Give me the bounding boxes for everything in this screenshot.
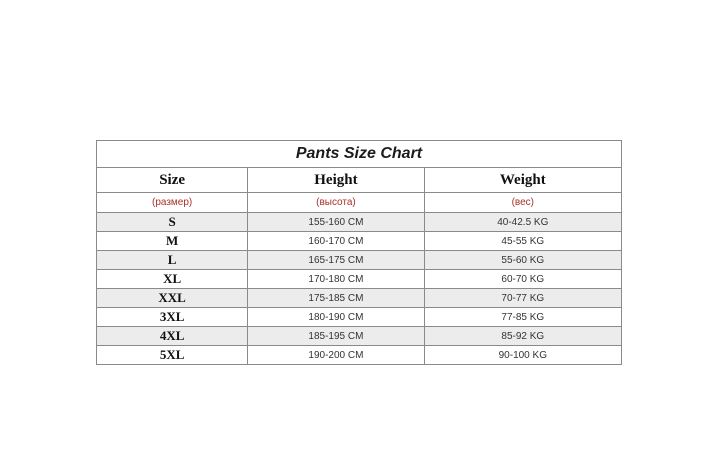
size-cell: XXL	[97, 289, 248, 308]
height-cell: 185-195 CM	[248, 327, 424, 346]
weight-cell: 40-42.5 KG	[424, 213, 621, 232]
table-row	[97, 251, 622, 270]
weight-cell: 77-85 KG	[424, 308, 621, 327]
weight-cell: 55-60 KG	[424, 251, 621, 270]
height-cell: 155-160 CM	[248, 213, 424, 232]
weight-cell: 45-55 KG	[424, 232, 621, 251]
height-cell: 180-190 CM	[248, 308, 424, 327]
subheader-height: (высота)	[248, 193, 424, 213]
table-row	[97, 289, 622, 308]
table-row	[97, 327, 622, 346]
weight-cell: 70-77 KG	[424, 289, 621, 308]
size-cell: XL	[97, 270, 248, 289]
size-cell: 5XL	[97, 346, 248, 365]
size-cell: S	[97, 213, 248, 232]
height-cell: 170-180 CM	[248, 270, 424, 289]
table-row	[97, 270, 622, 289]
subheader-size: (размер)	[97, 193, 248, 213]
weight-cell: 90-100 KG	[424, 346, 621, 365]
height-cell: 160-170 CM	[248, 232, 424, 251]
size-cell: 4XL	[97, 327, 248, 346]
size-rows	[97, 213, 622, 365]
header-weight: Weight	[424, 168, 621, 193]
header-size: Size	[97, 168, 248, 193]
table-row	[97, 308, 622, 327]
chart-title: Pants Size Chart	[97, 141, 622, 168]
size-cell: 3XL	[97, 308, 248, 327]
size-cell: M	[97, 232, 248, 251]
weight-cell: 85-92 KG	[424, 327, 621, 346]
weight-cell: 60-70 KG	[424, 270, 621, 289]
header-height: Height	[248, 168, 424, 193]
size-chart-table	[96, 140, 622, 365]
table-row	[97, 232, 622, 251]
height-cell: 190-200 CM	[248, 346, 424, 365]
height-cell: 175-185 CM	[248, 289, 424, 308]
height-cell: 165-175 CM	[248, 251, 424, 270]
subheader-weight: (вес)	[424, 193, 621, 213]
table-row	[97, 346, 622, 365]
size-cell: L	[97, 251, 248, 270]
table-row	[97, 213, 622, 232]
